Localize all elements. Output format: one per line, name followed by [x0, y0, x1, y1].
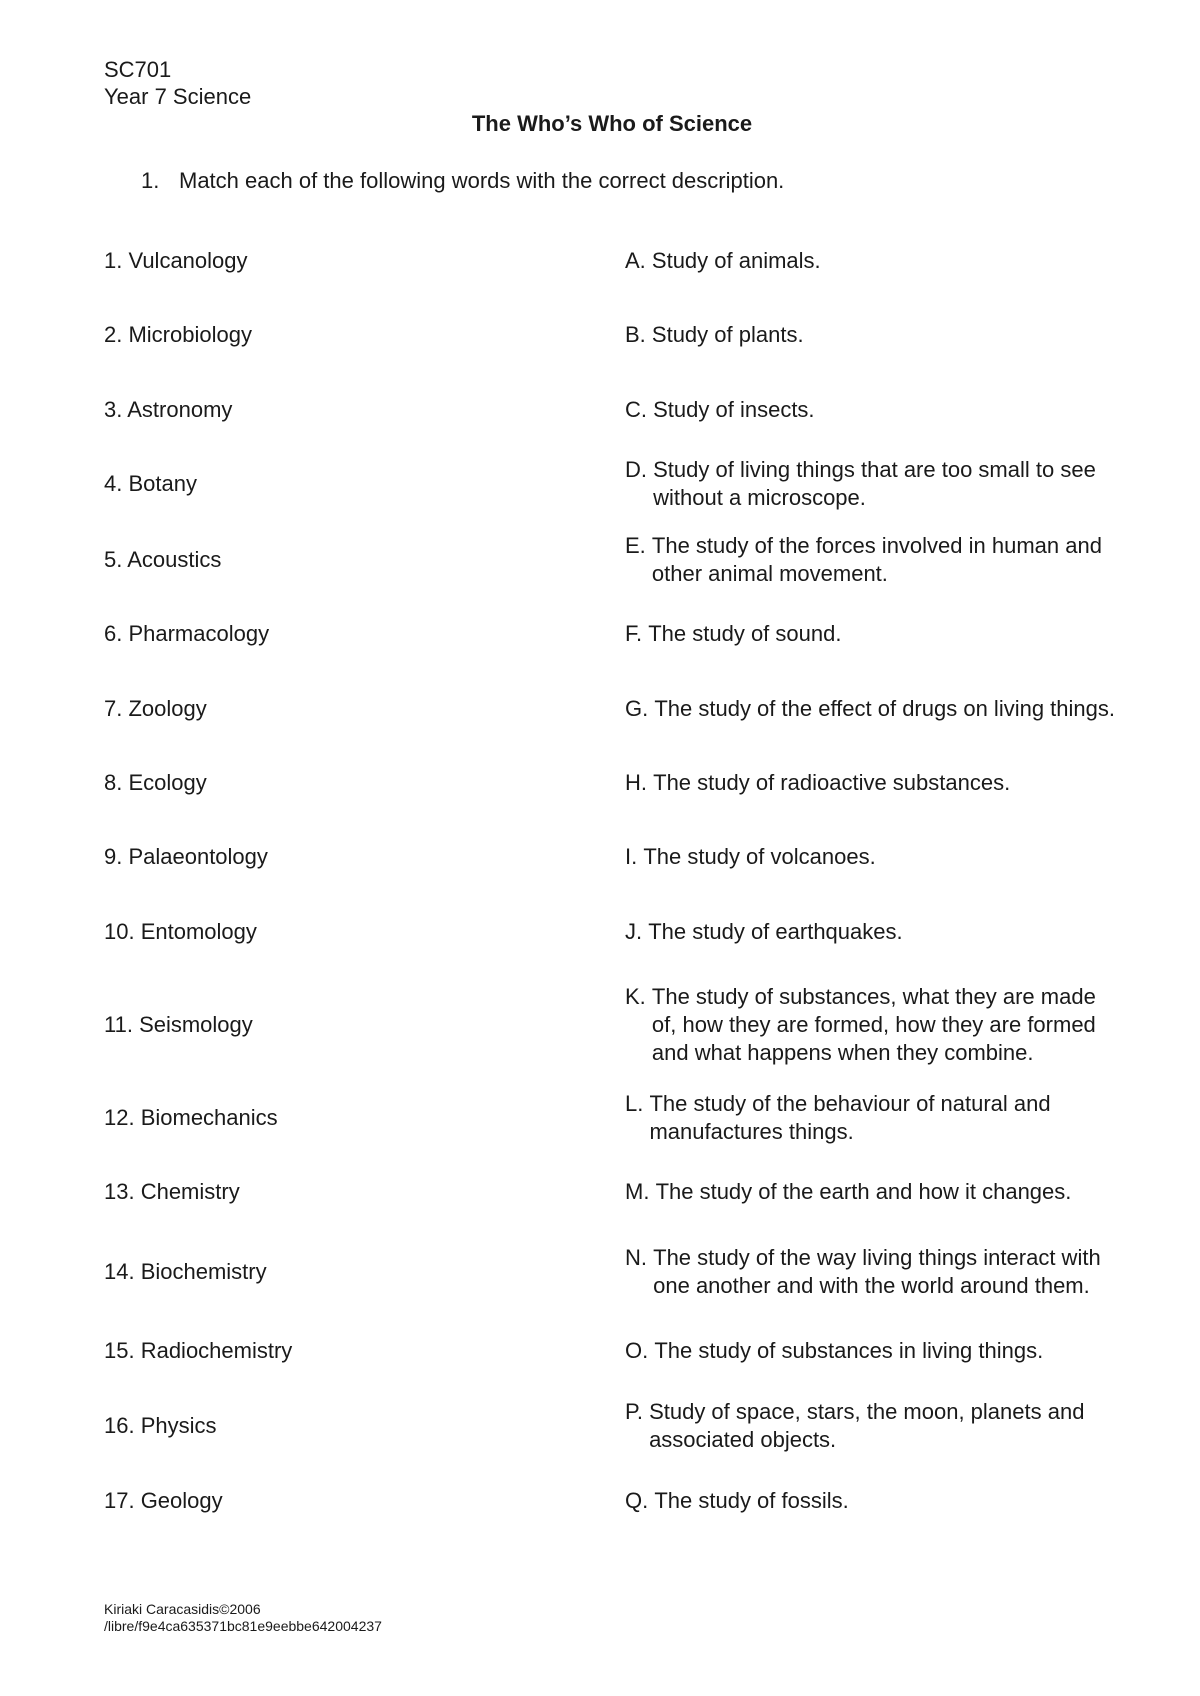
- description-text: The study of the effect of drugs on living things.: [654, 696, 1115, 721]
- description-text: The study of sound.: [648, 621, 842, 646]
- description-text: Study of insects.: [653, 397, 815, 422]
- term-item: 10. Entomology: [104, 919, 257, 944]
- term-item: 12. Biomechanics: [104, 1105, 278, 1130]
- description-letter: E.: [625, 533, 652, 558]
- course-name: Year 7 Science: [104, 84, 252, 109]
- description-letter: A.: [625, 248, 652, 273]
- description-item: [625, 1487, 1125, 1515]
- course-code: SC701: [104, 57, 172, 82]
- description-item: [625, 396, 1125, 424]
- description-letter: L.: [625, 1091, 650, 1116]
- description-letter: C.: [625, 397, 654, 422]
- description-text: The study of the way living things interact with one another and with the world around them.: [653, 1245, 1101, 1298]
- footer-path: /libre/f9e4ca635371bc81e9eebbe642004237: [104, 1618, 382, 1634]
- description-item: [625, 321, 1125, 349]
- term-item: 13. Chemistry: [104, 1179, 240, 1204]
- description-text: Study of animals.: [651, 248, 821, 273]
- description-text: The study of the behaviour of natural and manufactures things.: [649, 1091, 1051, 1144]
- description-item: [625, 1244, 1115, 1300]
- description-letter: B.: [625, 322, 652, 347]
- description-item: [625, 918, 1125, 946]
- footer-copyright: Kiriaki Caracasidis©2006: [104, 1601, 261, 1617]
- description-text: The study of substances, what they are made of, how they are formed, how they are formed and what happens when they combine.: [651, 984, 1096, 1065]
- term-item: 9. Palaeontology: [104, 844, 268, 869]
- term-item: 11. Seismology: [104, 1012, 253, 1037]
- term-item: 17. Geology: [104, 1488, 223, 1513]
- description-item: [625, 695, 1115, 723]
- description-letter: J.: [625, 919, 649, 944]
- description-letter: M.: [625, 1179, 656, 1204]
- term-item: 7. Zoology: [104, 696, 207, 721]
- description-text: The study of volcanoes.: [643, 844, 876, 869]
- description-text: Study of space, stars, the moon, planets and associated objects.: [649, 1399, 1085, 1452]
- description-letter: Q.: [625, 1488, 655, 1513]
- description-item: [625, 620, 1125, 648]
- description-item: [625, 843, 1125, 871]
- description-letter: F.: [625, 621, 649, 646]
- term-item: 14. Biochemistry: [104, 1259, 267, 1284]
- term-item: 4. Botany: [104, 471, 197, 496]
- description-letter: D.: [625, 457, 654, 482]
- description-text: Study of plants.: [651, 322, 804, 347]
- worksheet-title: The Who’s Who of Science: [471, 111, 753, 136]
- description-text: The study of radioactive substances.: [653, 770, 1011, 795]
- term-item: 1. Vulcanology: [104, 248, 248, 273]
- description-item: [625, 247, 1125, 275]
- description-item: [625, 1090, 1105, 1146]
- description-text: The study of fossils.: [654, 1488, 849, 1513]
- description-item: [625, 1398, 1115, 1454]
- description-text: The study of the earth and how it changes.: [655, 1179, 1072, 1204]
- description-item: [625, 983, 1105, 1067]
- description-letter: O.: [625, 1338, 655, 1363]
- term-item: 15. Radiochemistry: [104, 1338, 293, 1363]
- instruction-text: Match each of the following words with the correct description.: [179, 168, 785, 193]
- term-item: 3. Astronomy: [104, 397, 233, 422]
- description-text: The study of earthquakes.: [648, 919, 903, 944]
- description-letter: G.: [625, 696, 655, 721]
- term-item: 6. Pharmacology: [104, 621, 270, 646]
- description-letter: I.: [625, 844, 644, 869]
- description-text: The study of substances in living things.: [654, 1338, 1044, 1363]
- description-item: [625, 456, 1105, 512]
- term-item: 5. Acoustics: [104, 547, 222, 572]
- term-item: 8. Ecology: [104, 770, 207, 795]
- description-text: The study of the forces involved in human and other animal movement.: [651, 533, 1102, 586]
- instruction: [141, 167, 784, 195]
- description-text: Study of living things that are too small to see without a microscope.: [653, 457, 1096, 510]
- description-item: [625, 1178, 1125, 1206]
- instruction-number: 1.: [141, 168, 160, 193]
- description-letter: P.: [625, 1399, 650, 1424]
- description-item: [625, 769, 1125, 797]
- term-item: 16. Physics: [104, 1413, 217, 1438]
- description-letter: K.: [625, 984, 652, 1009]
- description-item: [625, 1337, 1125, 1365]
- term-item: 2. Microbiology: [104, 322, 252, 347]
- description-letter: H.: [625, 770, 654, 795]
- description-letter: N.: [625, 1245, 654, 1270]
- description-item: [625, 532, 1115, 588]
